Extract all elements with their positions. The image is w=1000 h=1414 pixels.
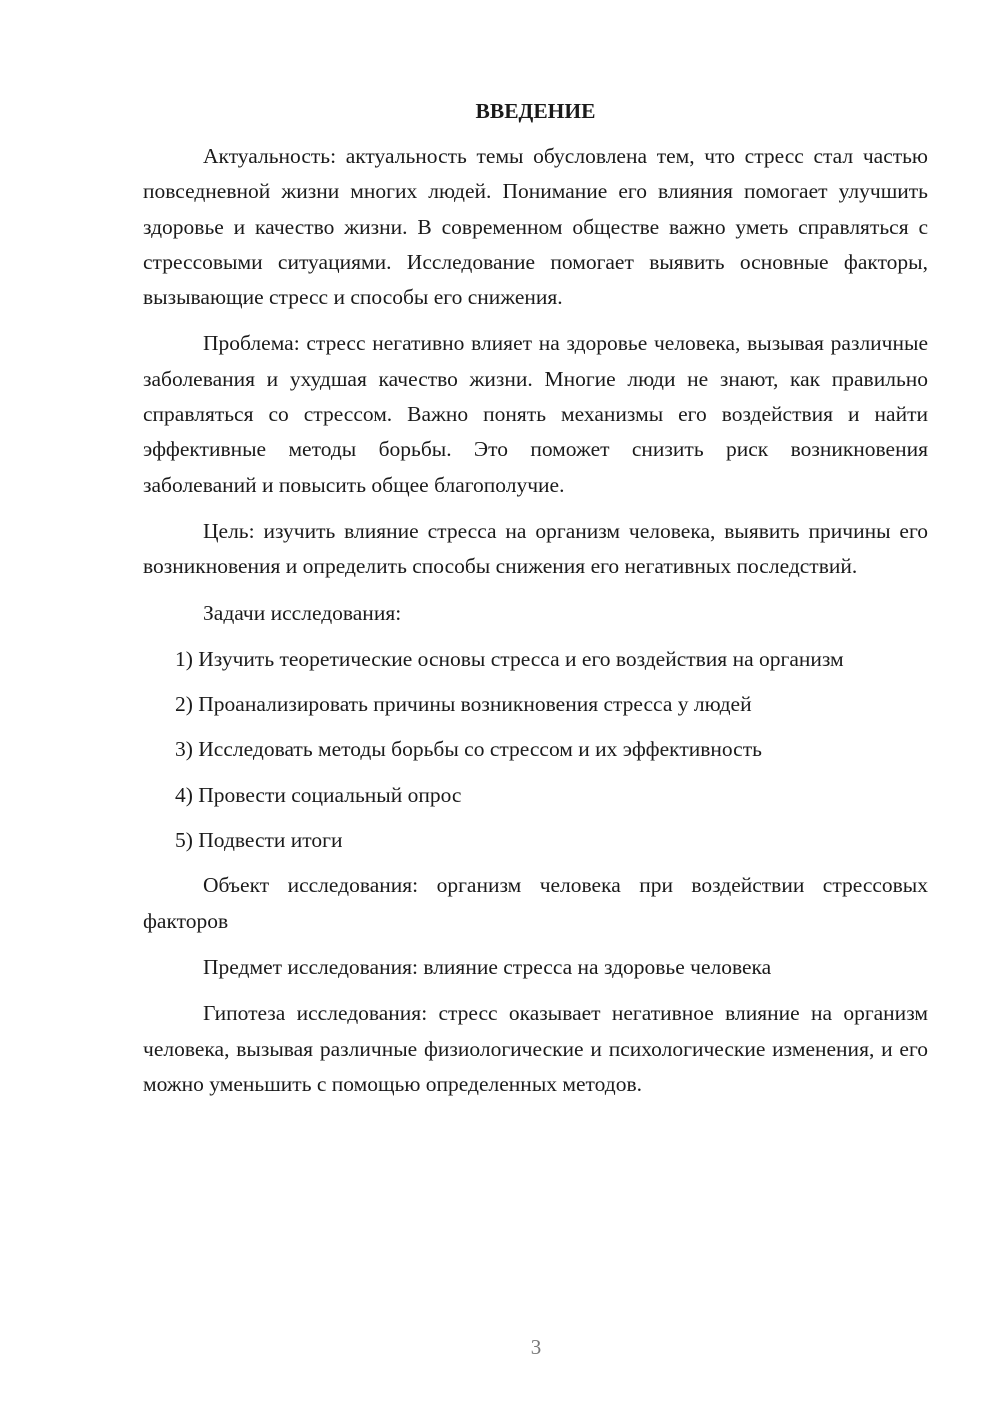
relevance-paragraph: Актуальность: актуальность темы обусловлена тем, что стресс стал частью повседневной жизни многих людей. Понимание его влияния помогает улучшить здоровье и качество жизни. В современном обществе важно уметь справляться с стрессовыми ситуациями. Исследование помогает выявить основные факторы, вызывающие стресс и способы его снижения. (143, 144, 928, 310)
page-number: 3 (530, 1335, 542, 1359)
subject-paragraph: Предмет исследования: влияние стресса на здоровье человека (203, 954, 772, 979)
tasks-heading: Задачи исследования: (203, 600, 402, 625)
task-item: 5) Подвести итоги (175, 828, 343, 853)
problem-paragraph: Проблема: стресс негативно влияет на здоровье человека, вызывая различные заболевания и ухудшая качество жизни. Многие люди не знают, как правильно справляться со стрессом. Важно понять механизмы его воздействия и найти эффективные методы борьбы. Это поможет снизить риск возникновения заболеваний и повысить общее благополучие. (143, 331, 928, 497)
object-paragraph: Объект исследования: организм человека при воздействии стрессовых факторов (143, 873, 928, 933)
hypothesis-paragraph: Гипотеза исследования: стресс оказывает негативное влияние на организм человека, вызывая различные физиологические и психологические изменения, и его можно уменьшить с помощью определенных методов. (143, 1001, 928, 1096)
task-item: 3) Исследовать методы борьбы со стрессом и их эффективность (175, 737, 762, 762)
task-item: 2) Проанализировать причины возникновения стресса у людей (175, 692, 752, 717)
section-heading: ВВЕДЕНИЕ (475, 99, 596, 123)
page-content (143, 94, 928, 1113)
task-item: 1) Изучить теоретические основы стресса и его воздействия на организм (175, 646, 844, 671)
goal-paragraph: Цель: изучить влияние стресса на организм человека, выявить причины его возникновения и определить способы снижения его негативных последствий. (143, 518, 928, 579)
task-item: 4) Провести социальный опрос (175, 782, 462, 807)
